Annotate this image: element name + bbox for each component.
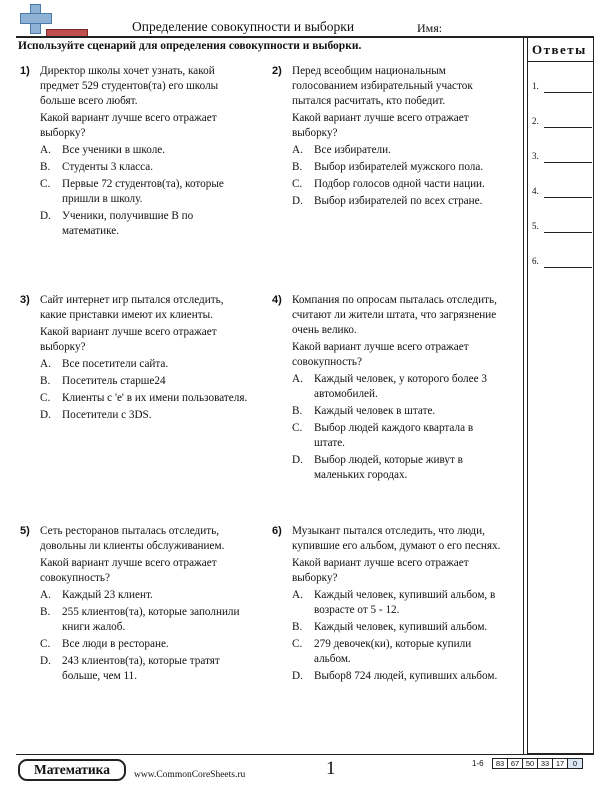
option-letter: A. [292,144,303,156]
question-text: Сайт интернет игр пытался отследить, какие приставки имеют их клиенты. [40,294,224,321]
option-letter: C. [292,638,303,650]
answer-number: 5. [532,221,539,231]
option-letter: A. [40,144,51,156]
answer-option [292,404,504,419]
option-list [292,372,504,483]
score-cell: 83 [492,758,508,769]
answers-title-underline [528,61,593,62]
question-text: Музыкант пытался отследить, что люди, купившие его альбом, думают о его песнях. [292,525,501,552]
footer-divider [16,754,594,755]
option-letter: D. [40,409,51,421]
answer-option [292,620,504,635]
question-1 [20,64,252,241]
option-letter: A. [40,358,51,370]
question-prompt: Какой вариант лучше всего отражает совокупность? [292,341,469,368]
answer-option [40,637,252,652]
option-text: 255 клиентов(та), которые заполнили книги жалоб. [62,606,240,633]
option-list [40,588,252,684]
option-list [40,143,252,239]
option-text: Выбор людей, которые живут в маленьких городах. [314,454,463,481]
answer-blank[interactable] [544,92,592,93]
answer-blank[interactable] [544,267,592,268]
answer-blank[interactable] [544,232,592,233]
answer-option [40,160,252,175]
question-number: 2) [272,65,282,77]
answer-option [292,637,504,667]
question-6 [272,524,504,686]
answer-option [40,209,252,239]
option-text: Клиенты с 'е' в их имени пользователя. [62,392,248,404]
option-letter: C. [40,638,51,650]
option-letter: B. [40,375,51,387]
option-text: Выбор8 724 людей, купивших альбом. [314,670,498,682]
option-letter: D. [292,670,303,682]
answer-row-4 [532,186,592,200]
answer-option [40,605,252,635]
option-letter: D. [292,195,303,207]
option-letter: D. [292,454,303,466]
answer-option [40,143,252,158]
option-text: Подбор голосов одной части нации. [314,178,485,190]
answer-option [40,654,252,684]
answer-option [292,453,504,483]
question-text: Директор школы хочет узнать, какой предмет 529 студентов(та) его школы больше всего любят. [40,65,219,107]
answer-option [40,588,252,603]
answer-number: 6. [532,256,539,266]
question-number: 6) [272,525,282,537]
option-letter: B. [40,161,51,173]
option-text: Выбор людей каждого квартала в штате. [314,422,474,449]
answers-title: Ответы [532,42,587,57]
question-prompt: Какой вариант лучше всего отражает выборку? [292,557,469,584]
answer-option [292,669,504,684]
option-letter: B. [40,606,51,618]
page-title: Определение совокупности и выборки [132,19,355,34]
option-list [40,357,252,423]
option-text: Каждый 23 клиент. [62,589,153,601]
option-text: Первые 72 студентов(та), которые пришли в школу. [62,178,224,205]
option-letter: C. [40,178,51,190]
option-list [292,143,504,209]
question-text: Перед всеобщим национальным голосованием избирательный участок пытался расчитать, кто победит. [292,65,473,107]
option-text: Посетитель старше24 [62,375,166,387]
question-number: 3) [20,294,30,306]
answer-option [40,408,252,423]
question-prompt: Какой вариант лучше всего отражает выборку? [40,326,217,353]
option-letter: C. [292,422,303,434]
option-text: Каждый человек, купивший альбом. [314,621,488,633]
answer-option [292,588,504,618]
answer-option [292,421,504,451]
option-letter: C. [292,178,303,190]
option-letter: D. [40,655,51,667]
option-letter: A. [292,373,303,385]
answer-number: 3. [532,151,539,161]
answer-row-1 [532,81,592,95]
question-5 [20,524,252,686]
score-cell: 17 [552,758,568,769]
answer-blank[interactable] [544,127,592,128]
option-text: Все ученики в школе. [62,144,166,156]
score-table [493,758,583,769]
question-text: Сеть ресторанов пыталась отследить, довольны ли клиенты обслуживанием. [40,525,225,552]
answer-option [40,357,252,372]
answer-option [292,177,504,192]
answer-blank[interactable] [544,162,592,163]
answer-option [292,143,504,158]
question-3 [20,293,252,425]
option-letter: A. [40,589,51,601]
option-text: Ученики, получившие B по математике. [62,210,194,237]
answer-row-6 [532,256,592,270]
score-cell: 67 [507,758,523,769]
option-text: Все избиратели. [314,144,391,156]
answer-option [40,391,252,406]
option-letter: D. [40,210,51,222]
option-list [292,588,504,684]
option-text: Выбор избирателей по всех стране. [314,195,483,207]
question-prompt: Какой вариант лучше всего отражает выборку? [40,112,217,139]
option-text: 279 девочек(ки), которые купили альбом. [314,638,472,665]
option-letter: A. [292,589,303,601]
answer-blank[interactable] [544,197,592,198]
option-text: Посетители с 3DS. [62,409,152,421]
option-text: Каждый человек, купивший альбом, в возрасте от 5 - 12. [314,589,496,616]
option-text: 243 клиентов(та), которые тратят больше, чем 11. [62,655,220,682]
option-text: Все люди в ресторане. [62,638,169,650]
answer-number: 4. [532,186,539,196]
question-4 [272,293,504,485]
option-text: Выбор избирателей мужского пола. [314,161,484,173]
answer-number: 1. [532,81,539,91]
option-text: Студенты 3 класса. [62,161,153,173]
question-number: 1) [20,65,30,77]
answer-panel [527,36,594,754]
option-text: Каждый человек в штате. [314,405,436,417]
answer-row-3 [532,151,592,165]
score-cell: 0 [567,758,583,769]
answer-row-5 [532,221,592,235]
page-number: 1 [326,758,336,779]
option-text: Все посетители сайта. [62,358,169,370]
question-prompt: Какой вариант лучше всего отражает выборку? [292,112,469,139]
answer-row-2 [532,116,592,130]
answer-option [292,160,504,175]
question-2 [272,64,504,211]
option-letter: B. [292,621,303,633]
question-number: 5) [20,525,30,537]
score-cell: 33 [537,758,553,769]
brand-badge: Математика [18,759,126,781]
answer-option [292,194,504,209]
score-range: 1-6 [472,759,484,768]
answer-option [292,372,504,402]
option-letter: C. [40,392,51,404]
answer-option [40,374,252,389]
question-number: 4) [272,294,282,306]
answer-option [40,177,252,207]
name-label: Имя: [417,21,443,35]
question-text: Компания по опросам пыталась отследить, считают ли жители штата, что загрязнение очень велико. [292,294,497,336]
answer-number: 2. [532,116,539,126]
instructions: Используйте сценарий для определения совокупности и выборки. [18,40,362,52]
score-cell: 50 [522,758,538,769]
question-prompt: Какой вариант лучше всего отражает совокупность? [40,557,217,584]
logo-icon [20,4,70,38]
option-letter: B. [292,405,303,417]
option-text: Каждый человек, у которого более 3 автомобилей. [314,373,487,400]
option-letter: B. [292,161,303,173]
site-url: www.CommonCoreSheets.ru [134,770,246,780]
